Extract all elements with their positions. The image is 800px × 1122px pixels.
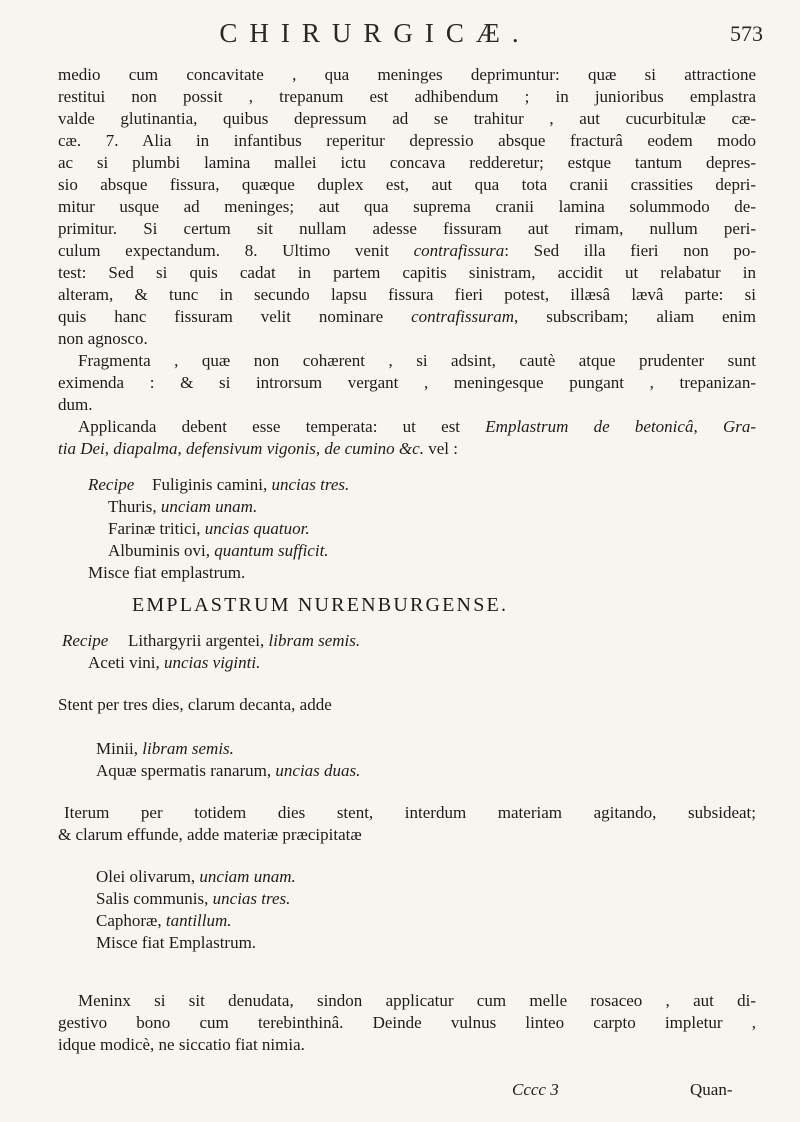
- ingredient: [108, 518, 310, 540]
- recipe-instruction: Stent per tres dies, clarum decanta, adde: [58, 695, 332, 714]
- term-contrafissuram: contrafissuram: [411, 307, 515, 326]
- recipe-label: Recipe: [62, 631, 109, 650]
- ingredient: [128, 630, 360, 652]
- ingredient-qty: uncias tres.: [212, 889, 291, 908]
- text-span: ,: [177, 439, 182, 458]
- text-line: Meninx si sit denudata, sindon applicatur cum melle rosaceo , aut di-: [78, 991, 756, 1010]
- ingredient-qty: libram semis.: [142, 739, 234, 758]
- ingredient-qty: uncias tres.: [271, 475, 350, 494]
- section-heading: EMPLASTRUM NURENBURGENSE.: [132, 594, 509, 616]
- running-head: CHIRURGICÆ.: [219, 18, 531, 48]
- text-span: , subscribam; aliam enim: [514, 307, 757, 326]
- page-number: 573: [730, 21, 763, 46]
- ingredient: [96, 760, 360, 782]
- catchword: Quan-: [690, 1080, 733, 1099]
- ingredient-name: Thuris,: [108, 497, 157, 516]
- text-line: dum.: [58, 395, 93, 414]
- text-span: ,: [315, 439, 321, 458]
- text-line: valde glutinantia, quibus depressum ad se trahitur , aut cucurbitulæ cæ-: [58, 109, 756, 128]
- text-line: test: Sed si quis cadat in partem capitis sinistram, accidit ut relabatur in: [58, 263, 756, 282]
- remedy-name: Gra-: [722, 417, 757, 436]
- text-span: vel :: [428, 439, 458, 458]
- ingredient-name: Caphoræ,: [96, 911, 162, 930]
- text-span: ,: [104, 439, 109, 458]
- text-span: quis hanc fissuram velit nominare: [58, 307, 384, 326]
- text-line: & clarum effunde, adde materiæ præcipitatæ: [58, 825, 362, 844]
- text-line: non agnosco.: [58, 329, 148, 348]
- ingredient-name: Olei olivarum,: [96, 867, 196, 886]
- ingredient-name: Farinæ tritici,: [108, 519, 201, 538]
- ingredient: [96, 738, 234, 760]
- ingredient-qty: uncias quatuor.: [204, 519, 310, 538]
- text-line: cæ. 7. Alia in infantibus reperitur depressio absque fracturâ eodem modo: [58, 131, 756, 150]
- ingredient-name: Albuminis ovi,: [108, 541, 211, 560]
- ingredient: [96, 866, 296, 888]
- text-line: Iterum per totidem dies stent, interdum materiam agitando, subsideat;: [64, 803, 756, 822]
- ingredient-qty: unciam unam.: [160, 497, 258, 516]
- text-line: medio cum concavitate , qua meninges deprimuntur: quæ si attractione: [58, 65, 756, 84]
- text-line: [58, 240, 756, 262]
- text-line: alteram, & tunc in secundo lapsu fissura fieri potest, illæsâ lævâ parte: si: [58, 285, 756, 304]
- ingredient: [108, 496, 257, 518]
- recipe-instruction: Misce fiat emplastrum.: [88, 563, 246, 582]
- text-line: Fragmenta , quæ non cohærent , si adsint, cautè atque prudenter sunt: [78, 351, 756, 370]
- remedy-name: de cumino &c.: [324, 439, 424, 458]
- ingredient-name: Lithargyrii argentei,: [128, 631, 265, 650]
- text-line: restitui non possit , trepanum est adhibendum ; in junioribus emplastra: [58, 87, 756, 106]
- ingredient-qty: tantillum.: [165, 911, 232, 930]
- ingredient-name: Fuliginis camini,: [152, 475, 268, 494]
- text-line: sio absque fissura, quæque duplex est, aut qua tota cranii crassities depri-: [58, 175, 756, 194]
- ingredient-name: Salis communis,: [96, 889, 209, 908]
- recipe-label: Recipe: [88, 475, 135, 494]
- text-line: ac si plumbi lamina mallei ictu concava redderetur; estque tantum depres-: [58, 153, 756, 172]
- ingredient-name: Minii,: [96, 739, 139, 758]
- ingredient: [96, 888, 290, 910]
- remedy-name: diapalma: [113, 439, 178, 458]
- ingredient: [152, 474, 349, 496]
- remedy-name: tia Dei: [58, 439, 105, 458]
- text-line: eximenda : & si introrsum vergant , meningesque pungant , trepanizan-: [58, 373, 756, 392]
- text-line: primitur. Si certum sit nullam adesse fissuram aut rimam, nullum peri-: [58, 219, 756, 238]
- ingredient-qty: libram semis.: [268, 631, 361, 650]
- remedy-name: Emplastrum de betonicâ: [485, 417, 694, 436]
- text-line: mitur usque ad meninges; aut qua suprema cranii lamina solummodo de-: [58, 197, 756, 216]
- text-line: [78, 416, 756, 438]
- text-span: : Sed illa fieri non po-: [504, 241, 757, 260]
- ingredient-qty: uncias duas.: [275, 761, 361, 780]
- signature-mark: Cccc 3: [512, 1080, 559, 1099]
- recipe-instruction: Misce fiat Emplastrum.: [96, 933, 257, 952]
- text-span: ,: [693, 417, 698, 436]
- text-line: [58, 438, 756, 460]
- ingredient: [88, 652, 260, 674]
- text-line: gestivo bono cum terebinthinâ. Deinde vulnus linteo carpto impletur ,: [58, 1013, 756, 1032]
- text-line: [58, 306, 756, 328]
- ingredient-qty: unciam unam.: [199, 867, 296, 886]
- ingredient: [108, 540, 329, 562]
- ingredient: [96, 910, 232, 932]
- ingredient-name: Aquæ spermatis ranarum,: [96, 761, 272, 780]
- term-contrafissura: contrafissura: [413, 241, 505, 260]
- text-line: idque modicè, ne siccatio fiat nimia.: [58, 1035, 305, 1054]
- ingredient-qty: uncias viginti.: [164, 653, 261, 672]
- text-span: culum expectandum. 8. Ultimo venit: [58, 241, 389, 260]
- text-span: Applicanda debent esse temperata: ut est: [78, 417, 461, 436]
- ingredient-name: Aceti vini,: [88, 653, 160, 672]
- remedy-name: defensivum vigonis: [185, 439, 316, 458]
- ingredient-qty: quantum sufficit.: [214, 541, 329, 560]
